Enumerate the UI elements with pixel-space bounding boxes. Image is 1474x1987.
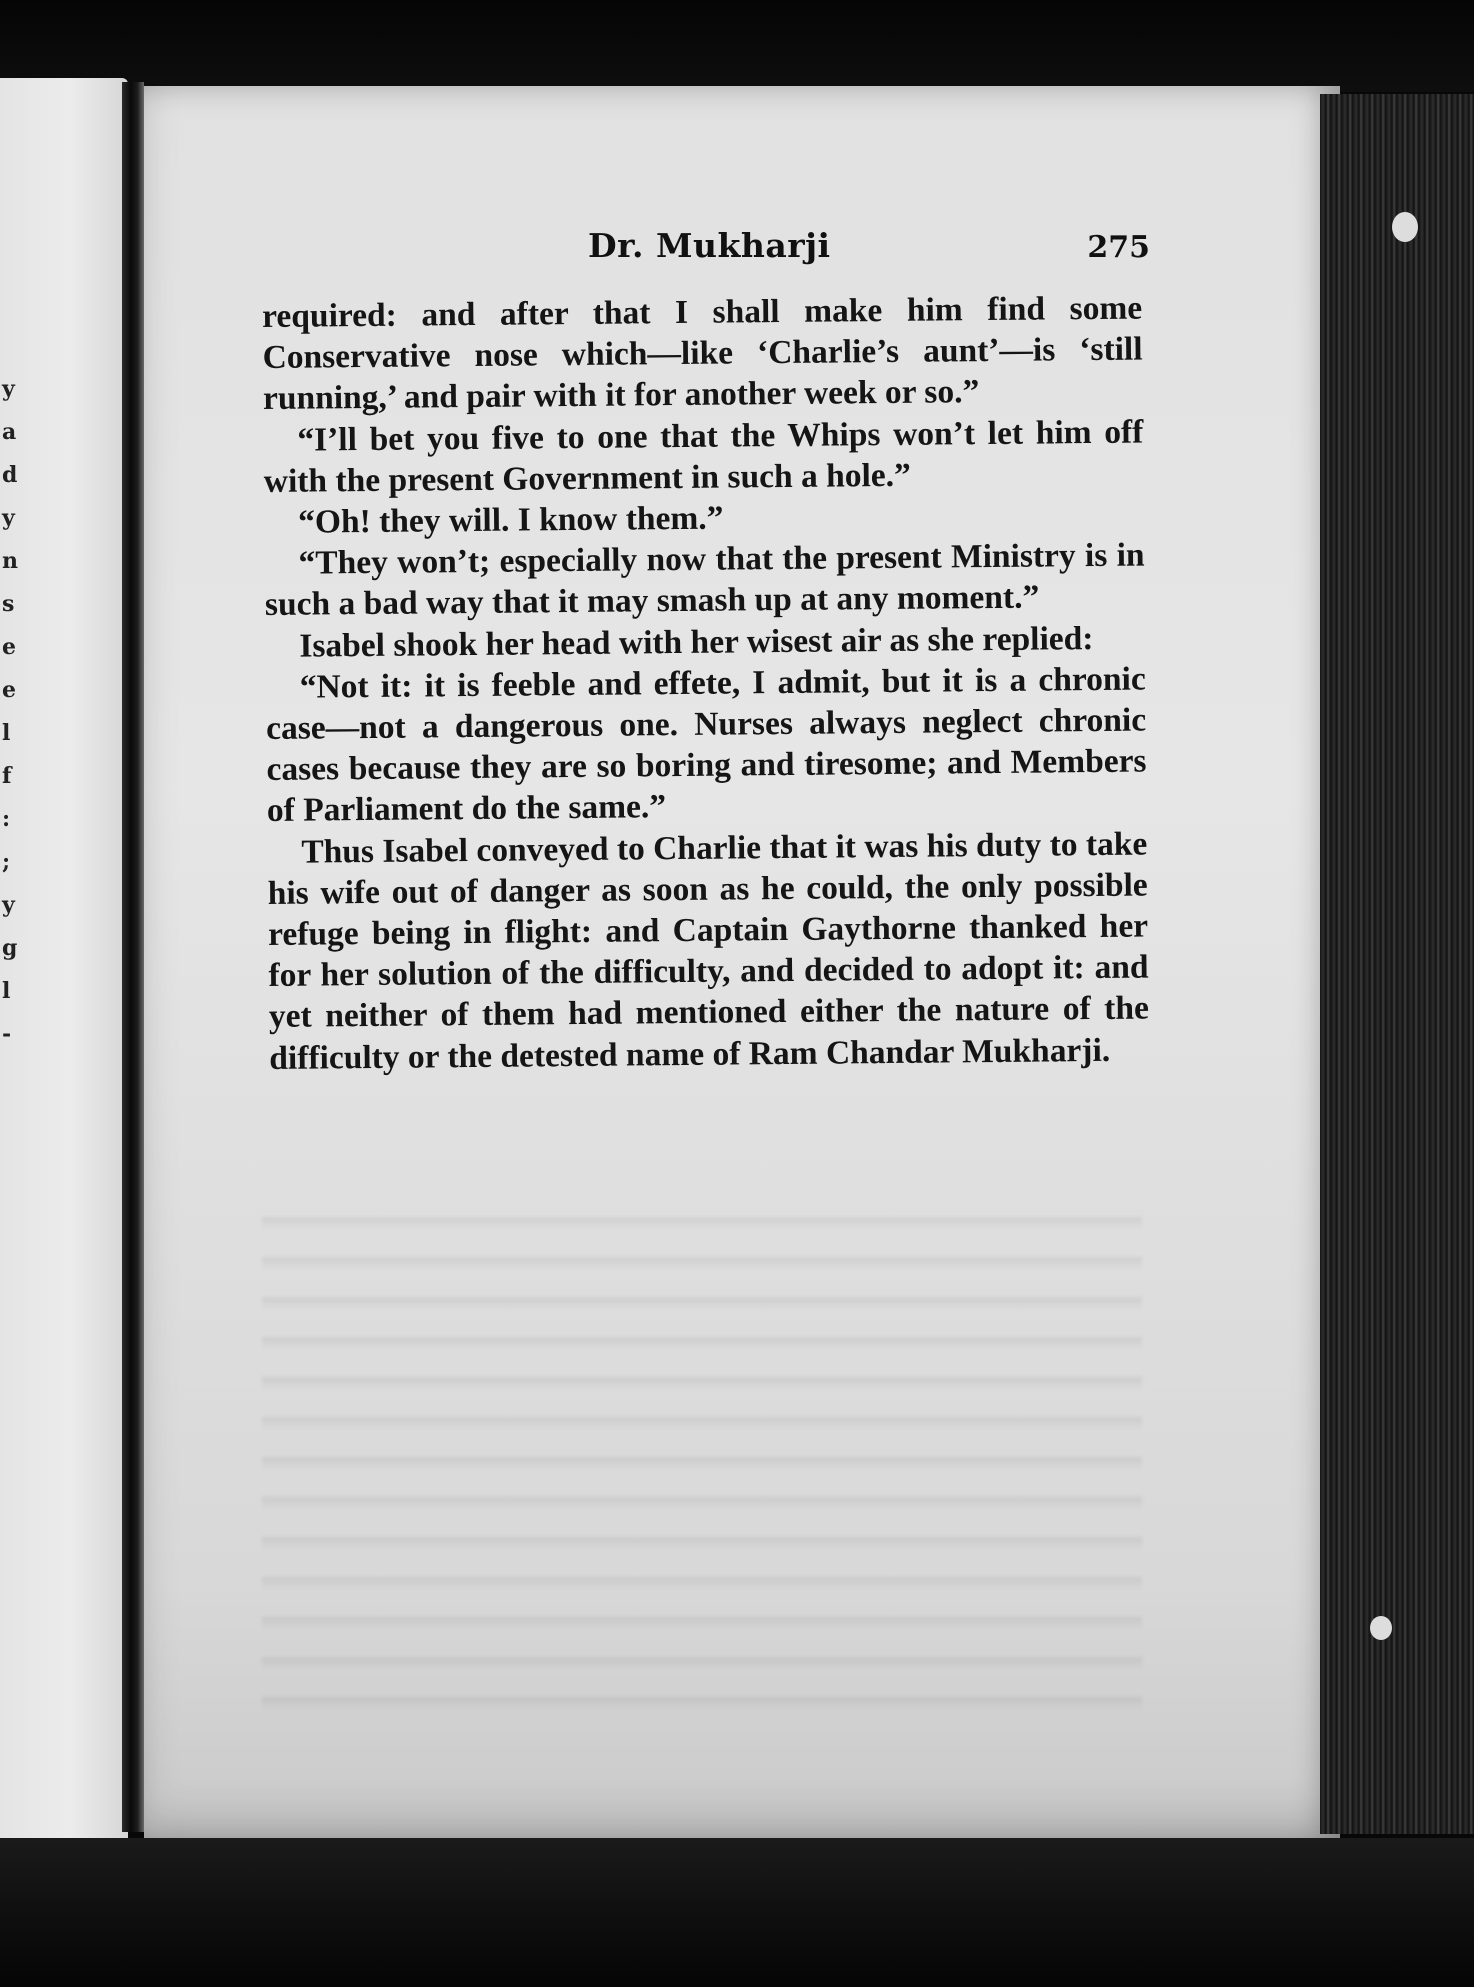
left-page-edge: [0, 78, 128, 1838]
edge-letter: -: [2, 1021, 12, 1047]
edge-letter: s: [2, 591, 15, 617]
paragraph: “They won’t; especially now that the present Ministry is in such a bad way that it may smash up at any moment.”: [264, 536, 1145, 624]
page-stack-edge: [1320, 94, 1474, 1834]
running-head-title: Dr. Mukharji: [588, 226, 831, 265]
scan-background-bottom: [0, 1838, 1474, 1987]
edge-letter: e: [2, 634, 16, 660]
edge-letter: d: [2, 462, 18, 488]
dust-speck: [1392, 212, 1418, 242]
book-gutter: [122, 82, 144, 1832]
edge-letter: y: [2, 376, 15, 402]
edge-letter: e: [2, 677, 16, 703]
paragraph: “Oh! they will. I know them.”: [297, 499, 724, 541]
edge-letter: y: [2, 892, 15, 918]
edge-letter: y: [2, 505, 15, 531]
paragraph: “I’ll bet you five to one that the Whips won’t let him off with the present Government in such a hole.”: [263, 413, 1144, 500]
edge-letter: l: [2, 978, 11, 1004]
paragraph: Isabel shook her head with her wisest air as she replied:: [299, 619, 1094, 665]
running-head: [270, 226, 1150, 276]
scan-background-top: [0, 0, 1474, 92]
edge-letter: g: [2, 935, 18, 961]
edge-letter: a: [2, 419, 17, 445]
left-page-cut-off-text: [2, 368, 16, 1056]
show-through-text: [262, 1190, 1142, 1720]
edge-letter: ;: [2, 849, 11, 875]
edge-letter: l: [2, 720, 11, 746]
page-number: 275: [1087, 230, 1150, 265]
edge-letter: :: [2, 806, 11, 832]
page-body-text: [262, 288, 1149, 1079]
dust-speck: [1370, 1616, 1392, 1640]
paragraph: Thus Isabel conveyed to Charlie that it was his duty to take his wife out of danger as soon as he could, the only possible refuge being in flight: and Captain Gaythorne thanked her for her solution of the difficulty, and decided to adopt it: and yet neither of them had mentioned either the nature of the difficulty or the detested name of Ram Chandar Mukharji.: [267, 825, 1150, 1077]
edge-letter: n: [2, 548, 18, 574]
paragraph: “Not it: it is feeble and effete, I admit, but it is a chronic case—not a dangerous one. Nurses always neglect chronic cases because they are so boring and tiresome; and Members of Parliament do the same.”: [265, 660, 1147, 830]
edge-letter: f: [2, 763, 12, 789]
paragraph: required: and after that I shall make him find some Conservative nose which—like ‘Charlie’s aunt’—is ‘still running,’ and pair with it for another week or so.”: [262, 289, 1143, 418]
